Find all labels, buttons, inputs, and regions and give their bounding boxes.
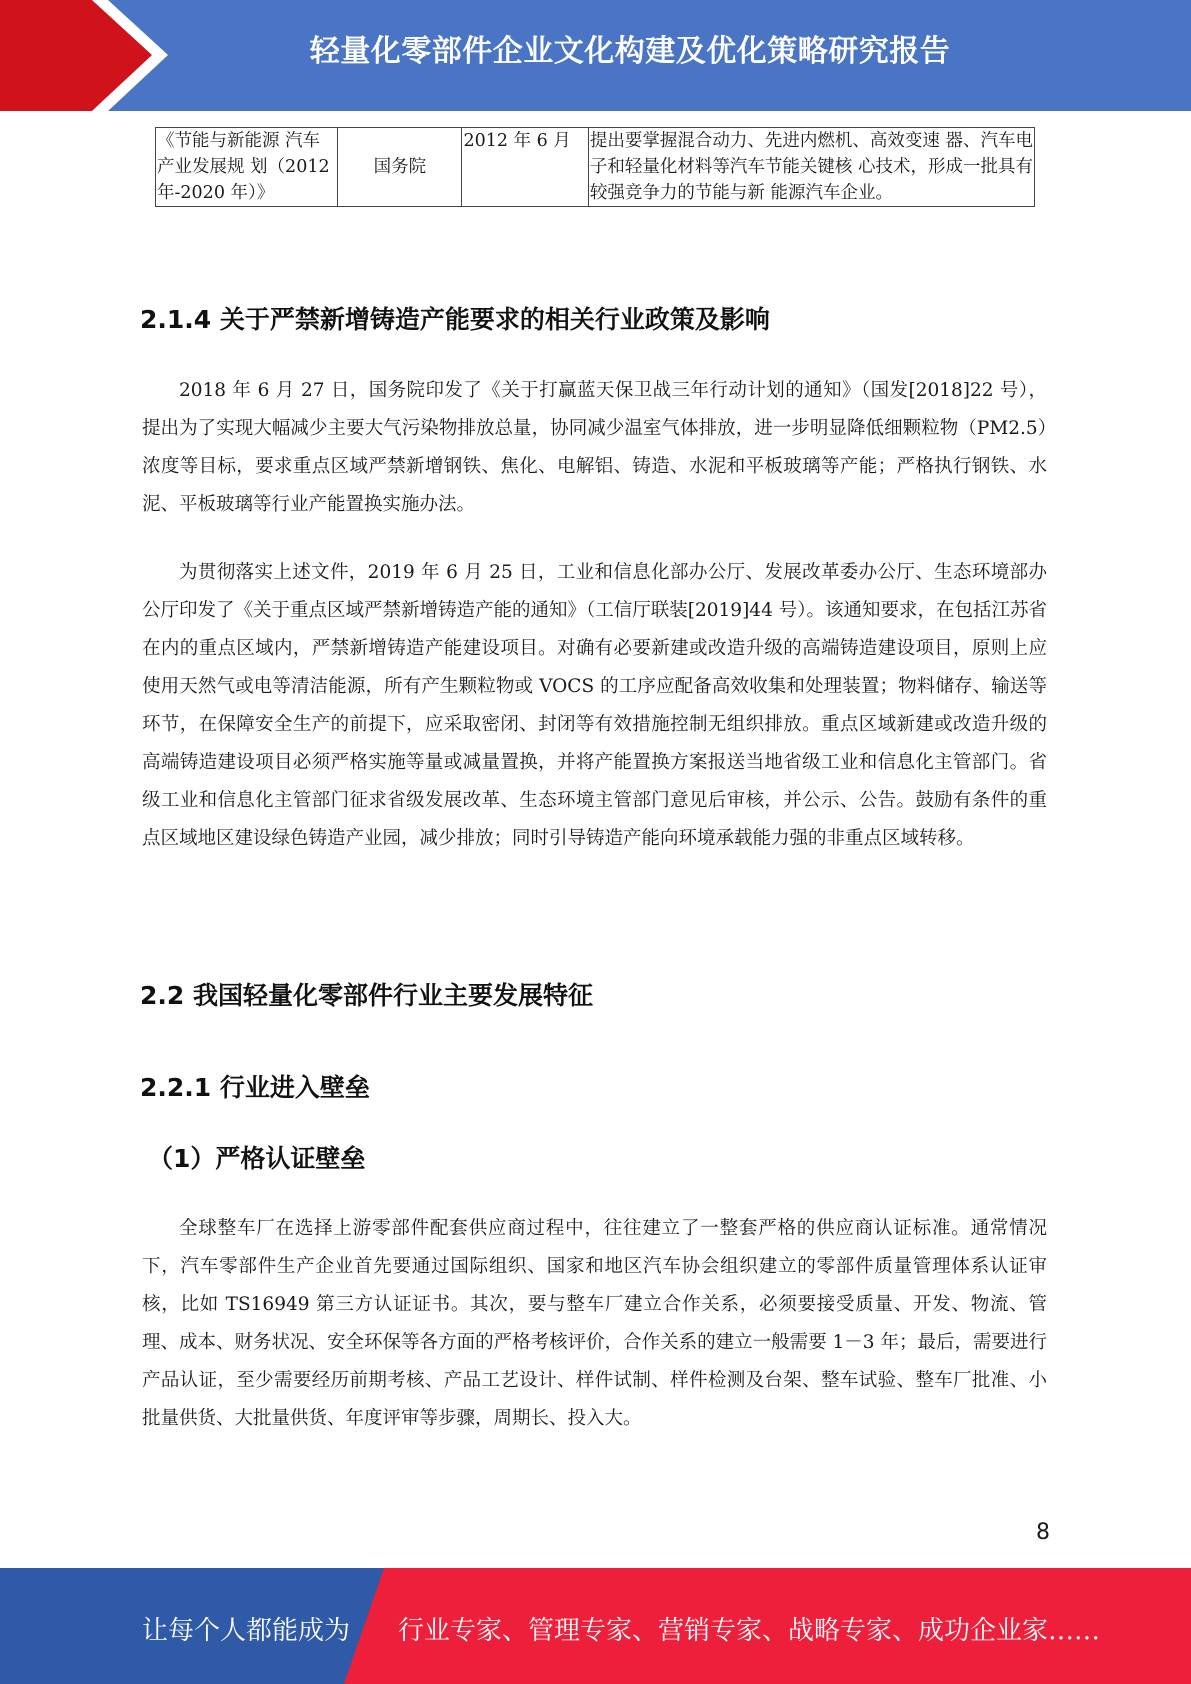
- date-cell: 2012 年 6 月: [462, 128, 588, 207]
- issuer-cell: 国务院: [338, 128, 462, 207]
- paragraph-2018-policy: 2018 年 6 月 27 日，国务院印发了《关于打赢蓝天保卫战三年行动计划的通知》（国发[2018]22 号），提出为了实现大幅减少主要大气污染物排放总量，协同减少温室气体排放，进一步明显降低细颗粒物（PM2.5）浓度等目标，要求重点区域严禁新增钢铁、焦化、电解铝、铸造、水泥和平板玻璃等产能；严格执行钢铁、水泥、平板玻璃等行业产能置换实施办法。: [142, 380, 1047, 515]
- report-title: 轻量化零部件企业文化构建及优化策略研究报告: [309, 34, 951, 69]
- page-footer: [0, 1568, 1191, 1684]
- page-number: 8: [1036, 1520, 1050, 1545]
- paragraph-2019-notice: 为贯彻落实上述文件，2019 年 6 月 25 日，工业和信息化部办公厅、发展改革委办公厅、生态环境部办公厅印发了《关于重点区域严禁新增铸造产能的通知》（工信厅联装[2019]44 号）。该通知要求，在包括江苏省在内的重点区域内，严禁新增铸造产能建设项目。对确有必要新建或改造升级的高端铸造建设项目，原则上应使用天然气或电等清洁能源，所有产生颗粒物或 VOCS 的工序应配备高效收集和处理装置；物料储存、输送等环节，在保障安全生产的前提下，应采取密闭、封闭等有效措施控制无组织排放。重点区域新建或改造升级的高端铸造建设项目必须严格实施等量或减量置换，并将产能置换方案报送当地省级工业和信息化主管部门。省级工业和信息化主管部门征求省级发展改革、生态环境主管部门意见后审核，并公示、公告。鼓励有条件的重点区域地区建设绿色铸造产业园，减少排放；同时引导铸造产能向环境承载能力强的非重点区域转移。: [142, 562, 1047, 849]
- section-heading-2-2: 2.2 我国轻量化零部件行业主要发展特征: [140, 981, 593, 1010]
- page-header: [0, 0, 1191, 111]
- footer-slogan-left: 让每个人都能成为: [142, 1616, 351, 1646]
- section-heading-2-1-4: 2.1.4 关于严禁新增铸造产能要求的相关行业政策及影响: [140, 305, 770, 334]
- paragraph-certification-barrier: 全球整车厂在选择上游零部件配套供应商过程中，往往建立了一整套严格的供应商认证标准。通常情况下，汽车零部件生产企业首先要通过国际组织、国家和地区汽车协会组织建立的零部件质量管理体系认证审核，比如 TS16949 第三方认证证书。其次，要与整车厂建立合作关系，必须要接受质量、开发、物流、管理、成本、财务状况、安全环保等各方面的严格考核评价，合作关系的建立一般需要 1－3 年；最后，需要进行产品认证，至少需要经历前期考核、产品工艺设计、样件试制、样件检测及台架、整车试验、整车厂批准、小批量供货、大批量供货、年度评审等步骤，周期长、投入大。: [142, 1218, 1047, 1429]
- section-heading-2-2-1: 2.2.1 行业进入壁垒: [140, 1073, 370, 1102]
- footer-slogan-right: 行业专家、管理专家、营销专家、战略专家、成功企业家……: [398, 1616, 1101, 1646]
- policy-name-cell: 《节能与新能源 汽车产业发展规 划（2012 年-2020 年）》: [156, 128, 338, 207]
- item-heading-certification: （1）严格认证壁垒: [148, 1144, 366, 1173]
- content-cell: 提出要掌握混合动力、先进内燃机、高效变速 器、汽车电子和轻量化材料等汽车节能关键核 心技术，形成一批具有较强竞争力的节能与新 能源汽车企业。: [588, 128, 1034, 207]
- table-row: [156, 128, 1035, 207]
- policy-table: [155, 127, 1035, 207]
